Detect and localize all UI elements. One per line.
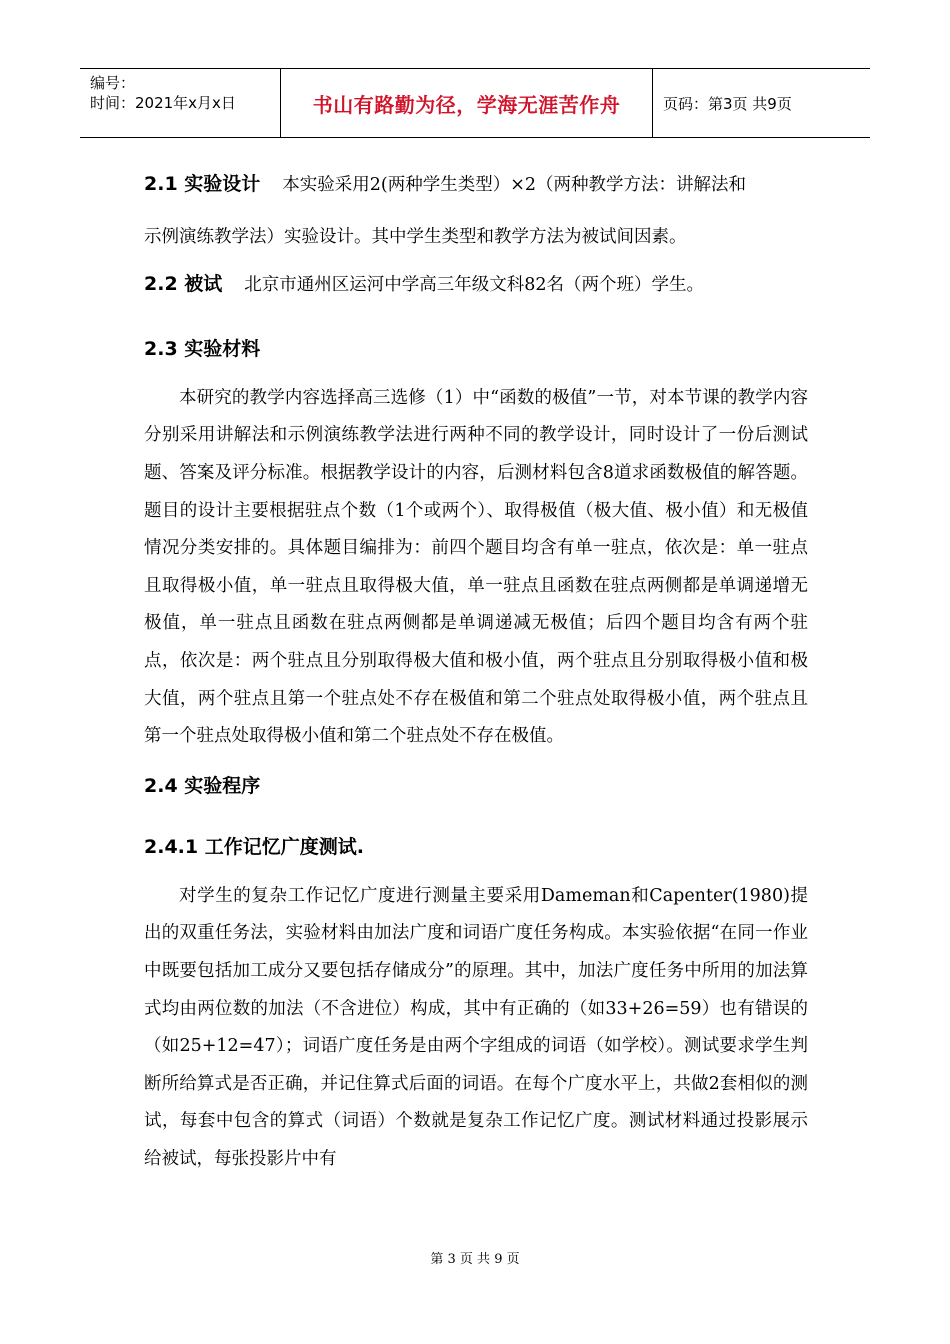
page-header	[80, 68, 870, 138]
header-page-code: 页码：第3页 共9页	[663, 94, 792, 113]
section-2-4-1-title: 2.4.1 工作记忆广度测试.	[144, 835, 364, 858]
section-2-4-1-paragraph: 对学生的复杂工作记忆广度进行测量主要采用Dameman和Capenter(1980)提出的双重任务法，实验材料由加法广度和词语广度任务构成。本实验依据“在同一作业中既要包括加工成分又要包括存储成分”的原理。其中，加法广度任务中所用的加法算式均由两位数的加法（不含进位）构成，其中有正确的（如33+26=59）也有错误的（如25+12=47）；词语广度任务是由两个字组成的词语（如学校）。测试要求学生判断所给算式是否正确，并记住算式后面的词语。在每个广度水平上，共做2套相似的测试，每套中包含的算式（词语）个数就是复杂工作记忆广度。测试材料通过投影展示给被试，每张投影片中有	[144, 885, 808, 1169]
section-2-2-text: 北京市通州区运河中学高三年级文科82名（两个班）学生。	[244, 275, 705, 296]
header-left-cell	[80, 69, 281, 137]
page-footer: 第 3 页 共 9 页	[430, 1252, 520, 1267]
section-2-3-paragraph: 本研究的教学内容选择高三选修（1）中“函数的极值”一节，对本节课的教学内容分别采用讲解法和示例演练教学法进行两种不同的教学设计，同时设计了一份后测试题、答案及评分标准。根据教学设计的内容，后测材料包含8道求函数极值的解答题。题目的设计主要根据驻点个数（1个或两个）、取得极值（极大值、极小值）和无极值情况分类安排的。具体题目编排为：前四个题目均含有单一驻点，依次是：单一驻点且取得极小值，单一驻点且取得极大值，单一驻点且函数在驻点两侧都是单调递增无极值，单一驻点且函数在驻点两侧都是单调递减无极值；后四个题目均含有两个驻点，依次是：两个驻点且分别取得极大值和极小值，两个驻点且分别取得极小值和极大值，两个驻点且第一个驻点处不存在极值和第二个驻点处取得极小值，两个驻点且第一个驻点处取得极小值和第二个驻点处不存在极值。	[144, 387, 808, 747]
section-2-1-text-1: 本实验采用2(两种学生类型）×2（两种教学方法：讲解法和	[282, 175, 747, 195]
section-2-1-title: 2.1 实验设计	[144, 173, 261, 195]
section-2-2	[144, 266, 808, 305]
header-motto: 书山有路勤为径，学海无涯苦作舟	[281, 69, 653, 137]
section-2-1-text-2: 示例演练教学法）实验设计。其中学生类型和教学方法为被试间因素。	[144, 226, 687, 247]
section-2-1	[144, 166, 808, 205]
section-2-4-title: 2.4 实验程序	[144, 774, 261, 797]
section-2-3-title: 2.3 实验材料	[144, 337, 261, 360]
number-label: 编号：	[90, 74, 136, 92]
section-2-2-title: 2.2 被试	[144, 273, 223, 296]
time-label: 时间：2021年x月x日	[90, 94, 236, 112]
document-body	[144, 166, 808, 1178]
